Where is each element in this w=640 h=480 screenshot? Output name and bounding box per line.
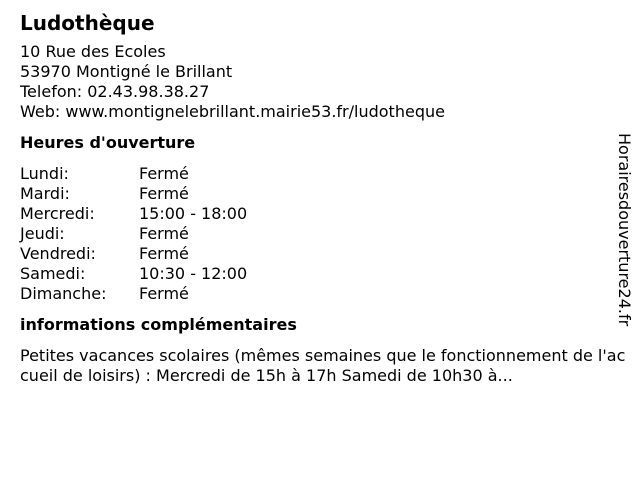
day-label: Mercredi: [20,204,95,223]
day-label: Dimanche: [20,284,107,303]
watermark-text: Horairesdouverture24.fr [615,133,634,327]
time-value: Fermé [139,164,189,183]
address-city: 53970 Montigné le Brillant [20,62,233,81]
hours-row-monday [20,164,630,184]
day-label: Samedi: [20,264,86,283]
address-street: 10 Rue des Ecoles [20,42,166,61]
hours-row-friday [20,244,630,264]
page-title: Ludothèque [20,11,155,35]
day-label: Lundi: [20,164,69,183]
phone-number: Telefon: 02.43.98.38.27 [20,82,210,101]
opening-hours-heading: Heures d'ouverture [20,133,196,152]
hours-row-wednesday [20,204,630,224]
additional-info-text: Petites vacances scolaires (mêmes semaines que le fonctionnement de l'accueil de loisirs) : Mercredi de 15h à 17h Samedi de 10h30 à... [20,346,626,385]
time-value: Fermé [139,244,189,263]
opening-hours-table [20,164,630,304]
hours-row-sunday [20,284,630,304]
day-label: Vendredi: [20,244,96,263]
time-value: 10:30 - 12:00 [139,264,248,283]
library-info-card [20,10,630,386]
hours-row-tuesday [20,184,630,204]
day-label: Mardi: [20,184,70,203]
time-value: Fermé [139,184,189,203]
address-block [20,42,630,122]
time-value: 15:00 - 18:00 [139,204,248,223]
website: Web: www.montignelebrillant.mairie53.fr/ludotheque [20,102,445,121]
day-label: Jeudi: [20,224,65,243]
additional-info-heading: informations complémentaires [20,315,297,334]
hours-row-saturday [20,264,630,284]
time-value: Fermé [139,224,189,243]
time-value: Fermé [139,284,189,303]
hours-row-thursday [20,224,630,244]
